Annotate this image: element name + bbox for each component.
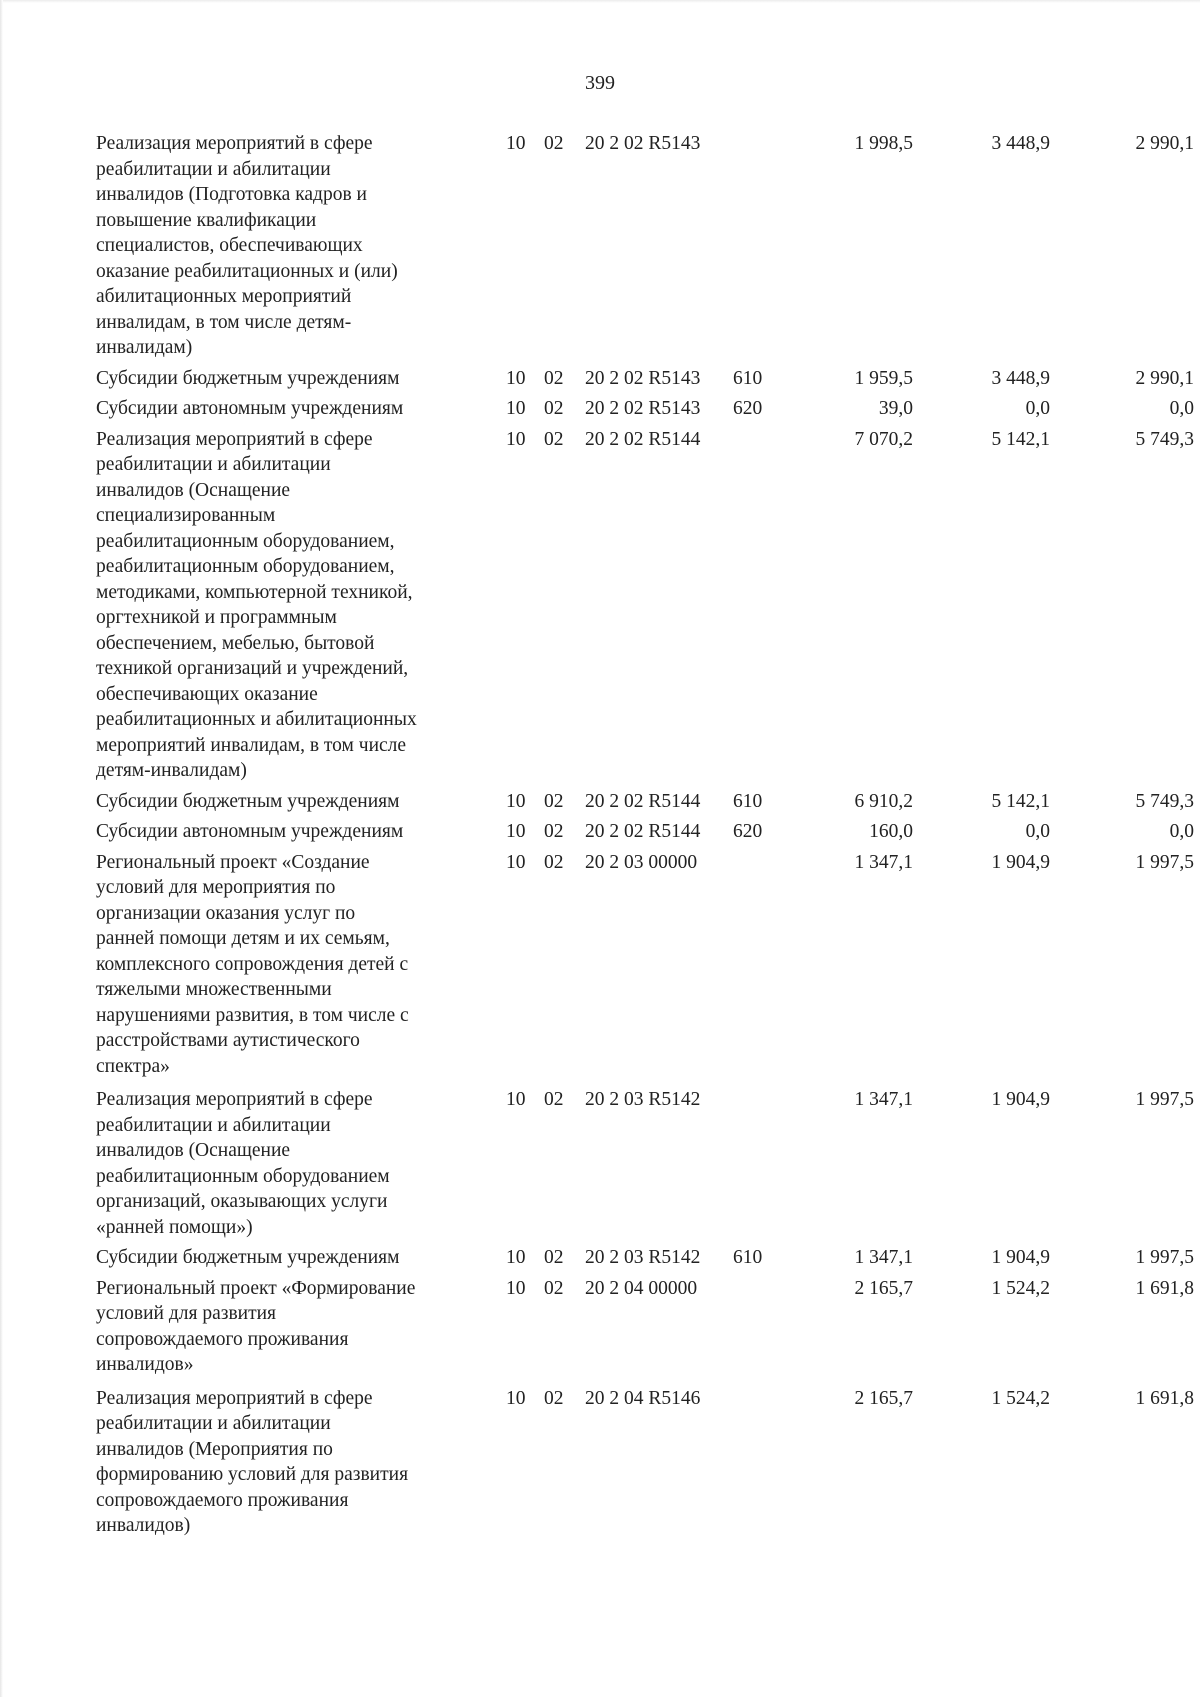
row-subsection: 02 — [544, 790, 564, 812]
row-section: 10 — [506, 851, 526, 873]
row-section: 10 — [506, 133, 526, 154]
row-value-year2: 3 448,9 — [991, 367, 1050, 389]
row-value-year3: 0,0 — [1169, 398, 1194, 419]
row-section: 10 — [506, 790, 526, 812]
row-value-year2: 3 448,9 — [991, 133, 1050, 154]
row-value-year1: 1 998,5 — [854, 133, 913, 154]
row-value-year1: 2 165,7 — [854, 1277, 913, 1299]
table-row — [0, 366, 1200, 392]
row-target-article: 20 2 02 R5143 — [585, 398, 701, 419]
row-subsection: 02 — [544, 1089, 564, 1110]
row-value-year3: 1 997,5 — [1135, 1247, 1194, 1268]
row-value-year1: 1 959,5 — [854, 367, 913, 389]
row-value-year1: 1 347,1 — [854, 1089, 913, 1110]
row-section: 10 — [506, 367, 526, 389]
row-value-year2: 1 524,2 — [991, 1387, 1050, 1409]
row-name: Субсидии автономным учреждениям — [96, 398, 404, 419]
row-target-article: 20 2 02 R5144 — [585, 790, 701, 812]
table-row — [0, 819, 1200, 845]
scan-top-edge — [0, 0, 1200, 3]
row-section: 10 — [506, 428, 526, 450]
row-subsection: 02 — [544, 1247, 564, 1268]
row-section: 10 — [506, 398, 526, 419]
row-subsection: 02 — [544, 428, 564, 450]
row-value-year3: 2 990,1 — [1135, 367, 1194, 389]
row-expense-type: 610 — [733, 367, 763, 389]
row-value-year3: 1 691,8 — [1135, 1387, 1194, 1409]
table-row — [0, 1386, 1200, 1539]
row-value-year3: 0,0 — [1169, 821, 1194, 842]
row-value-year1: 1 347,1 — [854, 1247, 913, 1268]
row-expense-type: 620 — [733, 398, 763, 419]
row-value-year2: 1 904,9 — [991, 851, 1050, 873]
row-name: Субсидии бюджетным учреждениям — [96, 790, 400, 812]
row-value-year3: 5 749,3 — [1135, 790, 1194, 812]
row-expense-type: 610 — [733, 790, 763, 812]
table-row — [0, 396, 1200, 422]
row-subsection: 02 — [544, 1277, 564, 1299]
table-row — [0, 131, 1200, 361]
table-row — [0, 427, 1200, 784]
row-value-year3: 5 749,3 — [1135, 428, 1194, 450]
row-section: 10 — [506, 821, 526, 842]
row-target-article: 20 2 02 R5143 — [585, 133, 701, 154]
row-expense-type: 610 — [733, 1247, 763, 1268]
table-row — [0, 1276, 1200, 1378]
row-expense-type: 620 — [733, 821, 763, 842]
row-name: Реализация мероприятий в сфере реабилитации и абилитации инвалидов (Оснащение реабилитационным оборудованием организаций, оказывающих услуги «ранней помощи») — [96, 1089, 390, 1238]
row-section: 10 — [506, 1387, 526, 1409]
row-value-year1: 1 347,1 — [854, 851, 913, 873]
row-name: Субсидии автономным учреждениям — [96, 821, 404, 842]
row-subsection: 02 — [544, 1387, 564, 1409]
row-value-year2: 0,0 — [1025, 398, 1050, 419]
row-subsection: 02 — [544, 398, 564, 419]
row-subsection: 02 — [544, 821, 564, 842]
row-value-year1: 39,0 — [878, 398, 913, 419]
row-value-year1: 7 070,2 — [854, 428, 913, 450]
budget-table — [0, 131, 1200, 1539]
row-name: Субсидии бюджетным учреждениям — [96, 1247, 400, 1268]
row-target-article: 20 2 03 R5142 — [585, 1089, 701, 1110]
table-row — [0, 1087, 1200, 1240]
row-value-year2: 5 142,1 — [991, 790, 1050, 812]
row-subsection: 02 — [544, 851, 564, 873]
row-name: Региональный проект «Формирование условий для развития сопровождаемого проживания инвалидов» — [96, 1277, 416, 1375]
row-target-article: 20 2 04 00000 — [585, 1277, 698, 1299]
page-number: 399 — [585, 72, 615, 94]
row-value-year3: 2 990,1 — [1135, 133, 1194, 154]
table-row — [0, 1245, 1200, 1271]
row-section: 10 — [506, 1277, 526, 1299]
row-target-article: 20 2 03 00000 — [585, 851, 698, 873]
row-value-year3: 1 997,5 — [1135, 1089, 1194, 1110]
row-value-year3: 1 691,8 — [1135, 1277, 1194, 1299]
row-name: Реализация мероприятий в сфере реабилитации и абилитации инвалидов (Оснащение специализированным реабилитационным оборудованием, реабилитационным оборудованием, методиками, компьютерной техникой, оргтехникой и программным обеспечением, мебелью, бытовой техникой организаций и учреждений, обеспечивающих оказание реабилитационных и абилитационных мероприятий инвалидам, в том числе детям-инвалидам) — [96, 428, 417, 781]
table-row — [0, 850, 1200, 1080]
row-value-year2: 0,0 — [1025, 821, 1050, 842]
row-name: Реализация мероприятий в сфере реабилитации и абилитации инвалидов (Мероприятия по формированию условий для развития сопровождаемого проживания инвалидов) — [96, 1387, 409, 1536]
row-value-year2: 1 904,9 — [991, 1247, 1050, 1268]
row-value-year2: 1 524,2 — [991, 1277, 1050, 1299]
row-name: Региональный проект «Создание условий для мероприятия по организации оказания услуг по ранней помощи детям и их семьям, комплексного сопровождения детей с тяжелыми множественными нарушениями развития, в том числе с расстройствами аутистического спектра» — [96, 851, 409, 1077]
row-section: 10 — [506, 1089, 526, 1110]
row-target-article: 20 2 03 R5142 — [585, 1247, 701, 1268]
row-subsection: 02 — [544, 367, 564, 389]
row-subsection: 02 — [544, 133, 564, 154]
row-target-article: 20 2 02 R5144 — [585, 821, 701, 842]
row-target-article: 20 2 02 R5144 — [585, 428, 701, 450]
row-value-year2: 1 904,9 — [991, 1089, 1050, 1110]
row-target-article: 20 2 04 R5146 — [585, 1387, 701, 1409]
table-row — [0, 789, 1200, 815]
row-section: 10 — [506, 1247, 526, 1268]
row-value-year2: 5 142,1 — [991, 428, 1050, 450]
row-value-year1: 160,0 — [869, 821, 913, 842]
row-value-year3: 1 997,5 — [1135, 851, 1194, 873]
row-target-article: 20 2 02 R5143 — [585, 367, 701, 389]
row-value-year1: 2 165,7 — [854, 1387, 913, 1409]
row-value-year1: 6 910,2 — [854, 790, 913, 812]
row-name: Субсидии бюджетным учреждениям — [96, 367, 400, 389]
row-name: Реализация мероприятий в сфере реабилитации и абилитации инвалидов (Подготовка кадров и повышение квалификации специалистов, обеспечивающих оказание реабилитационных и (или) абилитационных мероприятий инвалидам, в том числе детям- инвалидам) — [96, 133, 398, 358]
